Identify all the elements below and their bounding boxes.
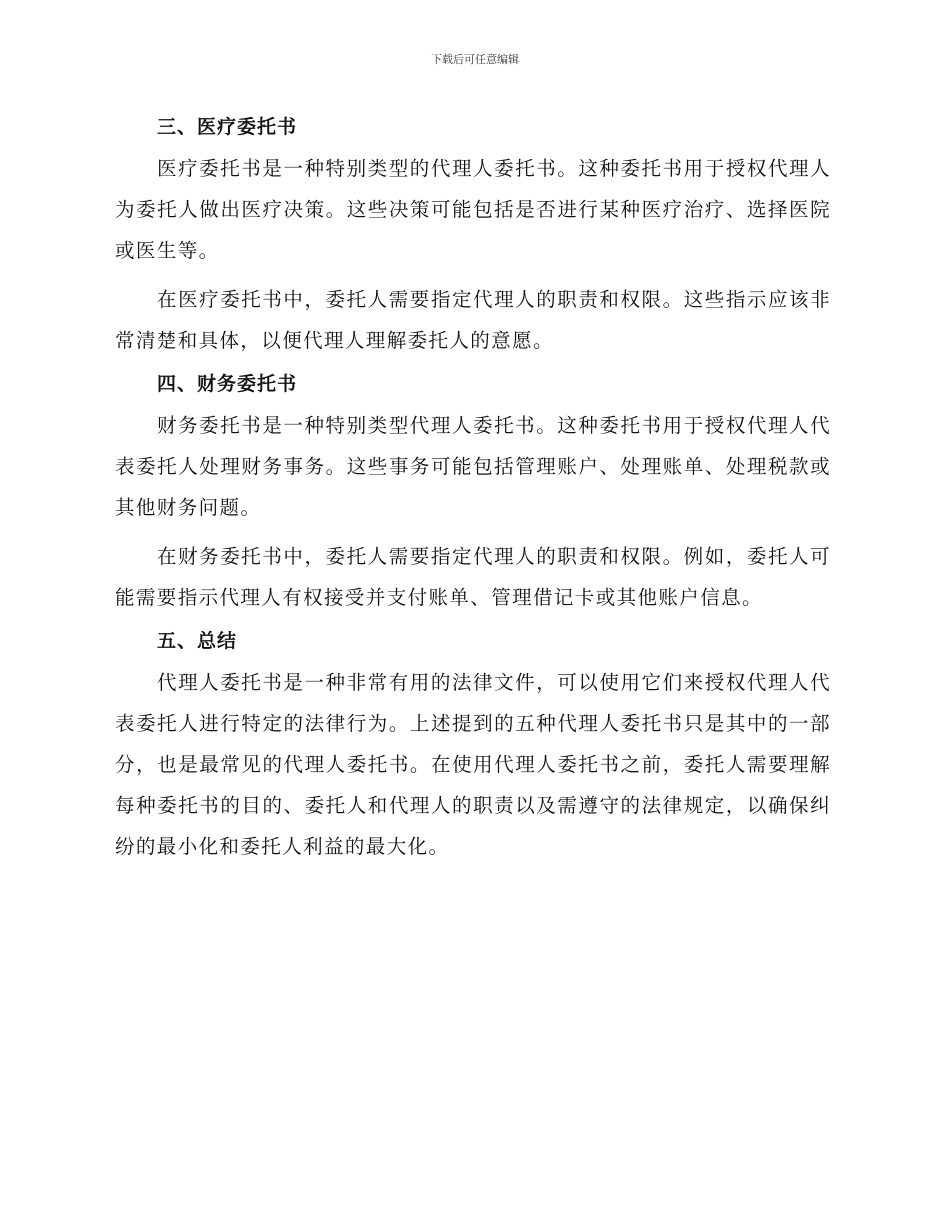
paragraph: 财务委托书是一种特别类型代理人委托书。这种委托书用于授权代理人代表委托人处理财务事务。这些事务可能包括管理账户、处理账单、处理税款或其他财务问题。 xyxy=(115,414,831,519)
section-summary xyxy=(115,626,831,867)
paragraph: 代理人委托书是一种非常有用的法律文件，可以使用它们来授权代理人代表委托人进行特定的法律行为。上述提到的五种代理人委托书只是其中的一部分，也是最常见的代理人委托书。在使用代理人委托书之前，委托人需要理解每种委托书的目的、委托人和代理人的职责以及需遵守的法律规定，以确保纠纷的最小化和委托人利益的最大化。 xyxy=(115,671,831,858)
section-heading: 三、医疗委托书 xyxy=(157,116,298,138)
section-financial-power-of-attorney xyxy=(115,369,831,618)
page-header-note: 下载后可任意编辑 xyxy=(431,53,519,66)
paragraph: 在医疗委托书中，委托人需要指定代理人的职责和权限。这些指示应该非常清楚和具体，以便代理人理解委托人的意愿。 xyxy=(115,288,831,352)
section-heading: 四、财务委托书 xyxy=(157,373,298,395)
paragraph: 在财务委托书中，委托人需要指定代理人的职责和权限。例如，委托人可能需要指示代理人有权接受并支付账单、管理借记卡或其他账户信息。 xyxy=(115,545,831,609)
section-medical-power-of-attorney xyxy=(115,112,831,361)
section-heading: 五、总结 xyxy=(157,630,238,652)
document-body xyxy=(115,112,831,875)
paragraph: 医疗委托书是一种特别类型的代理人委托书。这种委托书用于授权代理人为委托人做出医疗决策。这些决策可能包括是否进行某种医疗治疗、选择医院或医生等。 xyxy=(115,157,831,262)
